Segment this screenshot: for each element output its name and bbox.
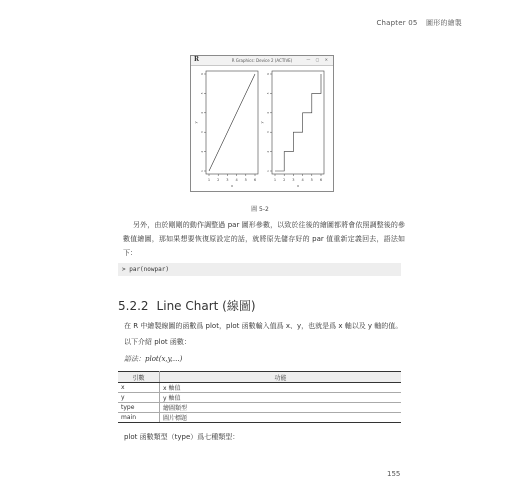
page-number: 155: [387, 470, 401, 478]
x-tick-label: 3: [226, 178, 229, 182]
arg-cell: x: [118, 383, 160, 393]
y-tick-label: 1: [266, 170, 270, 172]
x-tick-label: 2: [283, 178, 286, 182]
x-axis-label: x: [230, 184, 234, 188]
x-axis-label: x: [296, 184, 300, 188]
arg-cell: y: [118, 393, 160, 403]
x-tick-label: 1: [207, 178, 211, 182]
x-tick-label: 2: [217, 178, 220, 182]
x-tick-label: 6: [253, 178, 257, 182]
plot-frame: [272, 71, 324, 174]
x-tick-label: 3: [292, 178, 295, 182]
r-graphics-window: [190, 55, 334, 192]
arg-cell: type: [118, 403, 160, 413]
x-tick-label: 5: [244, 178, 247, 182]
desc-cell: 繪圖類型: [160, 403, 402, 413]
series-line: [275, 74, 321, 171]
paragraph: [123, 218, 405, 260]
window-controls[interactable]: — ▢ ✕: [306, 57, 330, 62]
table-row: [118, 383, 401, 393]
desc-cell: x 軸值: [160, 383, 402, 393]
x-tick-label: 4: [235, 178, 238, 182]
code-block: > par(nowpar): [118, 263, 401, 276]
y-axis-label: y: [194, 121, 198, 124]
intro-line: 在 R 中繪製線圖的函數爲 plot，plot 函數輸入值爲 x、y，也就是爲 x 軸以及 y 軸的值。: [124, 322, 403, 330]
x-tick-label: 5: [310, 178, 313, 182]
x-tick-label: 1: [273, 178, 277, 182]
table-row: [118, 403, 401, 413]
section-title: Line Chart (線圖): [156, 299, 256, 313]
plot-area: [191, 66, 333, 190]
desc-cell: 圖片標題: [160, 413, 402, 423]
r-logo-icon: R: [194, 56, 199, 63]
y-tick-label: 5: [200, 92, 204, 95]
y-tick-label: 4: [200, 111, 204, 114]
x-tick-label: 4: [301, 178, 304, 182]
section-number: 5.2.2: [118, 299, 149, 313]
series-line: [209, 74, 255, 171]
y-tick-label: 6: [200, 73, 204, 75]
y-tick-label: 3: [266, 131, 270, 134]
y-tick-label: 3: [200, 131, 204, 134]
paragraph-text: 另外，由於剛剛的動作調整過 par 圖形參數，以致於往後的繪圖都將會依照調整後的參數值繪圖，那如果想要恢復原設定的話，就將原先儲存好的 par 值重新定義回去，語法如下：: [123, 221, 405, 257]
x-tick-label: 6: [319, 178, 323, 182]
intro-line-2: 以下介紹 plot 函數：: [124, 338, 191, 346]
window-title: R Graphics: Device 2 (ACTIVE): [231, 58, 293, 63]
arg-cell: main: [118, 413, 160, 423]
table-header-arg: 引數: [118, 372, 160, 383]
window-titlebar[interactable]: [191, 56, 333, 66]
running-header: [370, 18, 462, 28]
section-heading: [118, 297, 256, 314]
table-header-row: [118, 372, 401, 383]
chapter-number: Chapter 05: [376, 19, 418, 27]
y-tick-label: 6: [266, 73, 270, 75]
y-tick-label: 2: [200, 150, 204, 153]
arguments-table: [118, 371, 401, 423]
types-line: plot 函數類型（type）爲七種類型：: [124, 433, 240, 441]
table-row: [118, 413, 401, 423]
chapter-title: 圖形的繪製: [426, 19, 462, 27]
figure-caption: 圖 5-2: [251, 206, 269, 213]
table-row: [118, 393, 401, 403]
y-tick-label: 1: [200, 170, 204, 172]
y-tick-label: 4: [266, 111, 270, 114]
table-header-function: 功能: [160, 372, 402, 383]
y-tick-label: 2: [266, 150, 270, 153]
syntax-line: 語法：plot(x,y,...): [124, 355, 183, 363]
y-tick-label: 5: [266, 92, 270, 95]
desc-cell: y 軸值: [160, 393, 402, 403]
y-axis-label: y: [260, 121, 264, 124]
